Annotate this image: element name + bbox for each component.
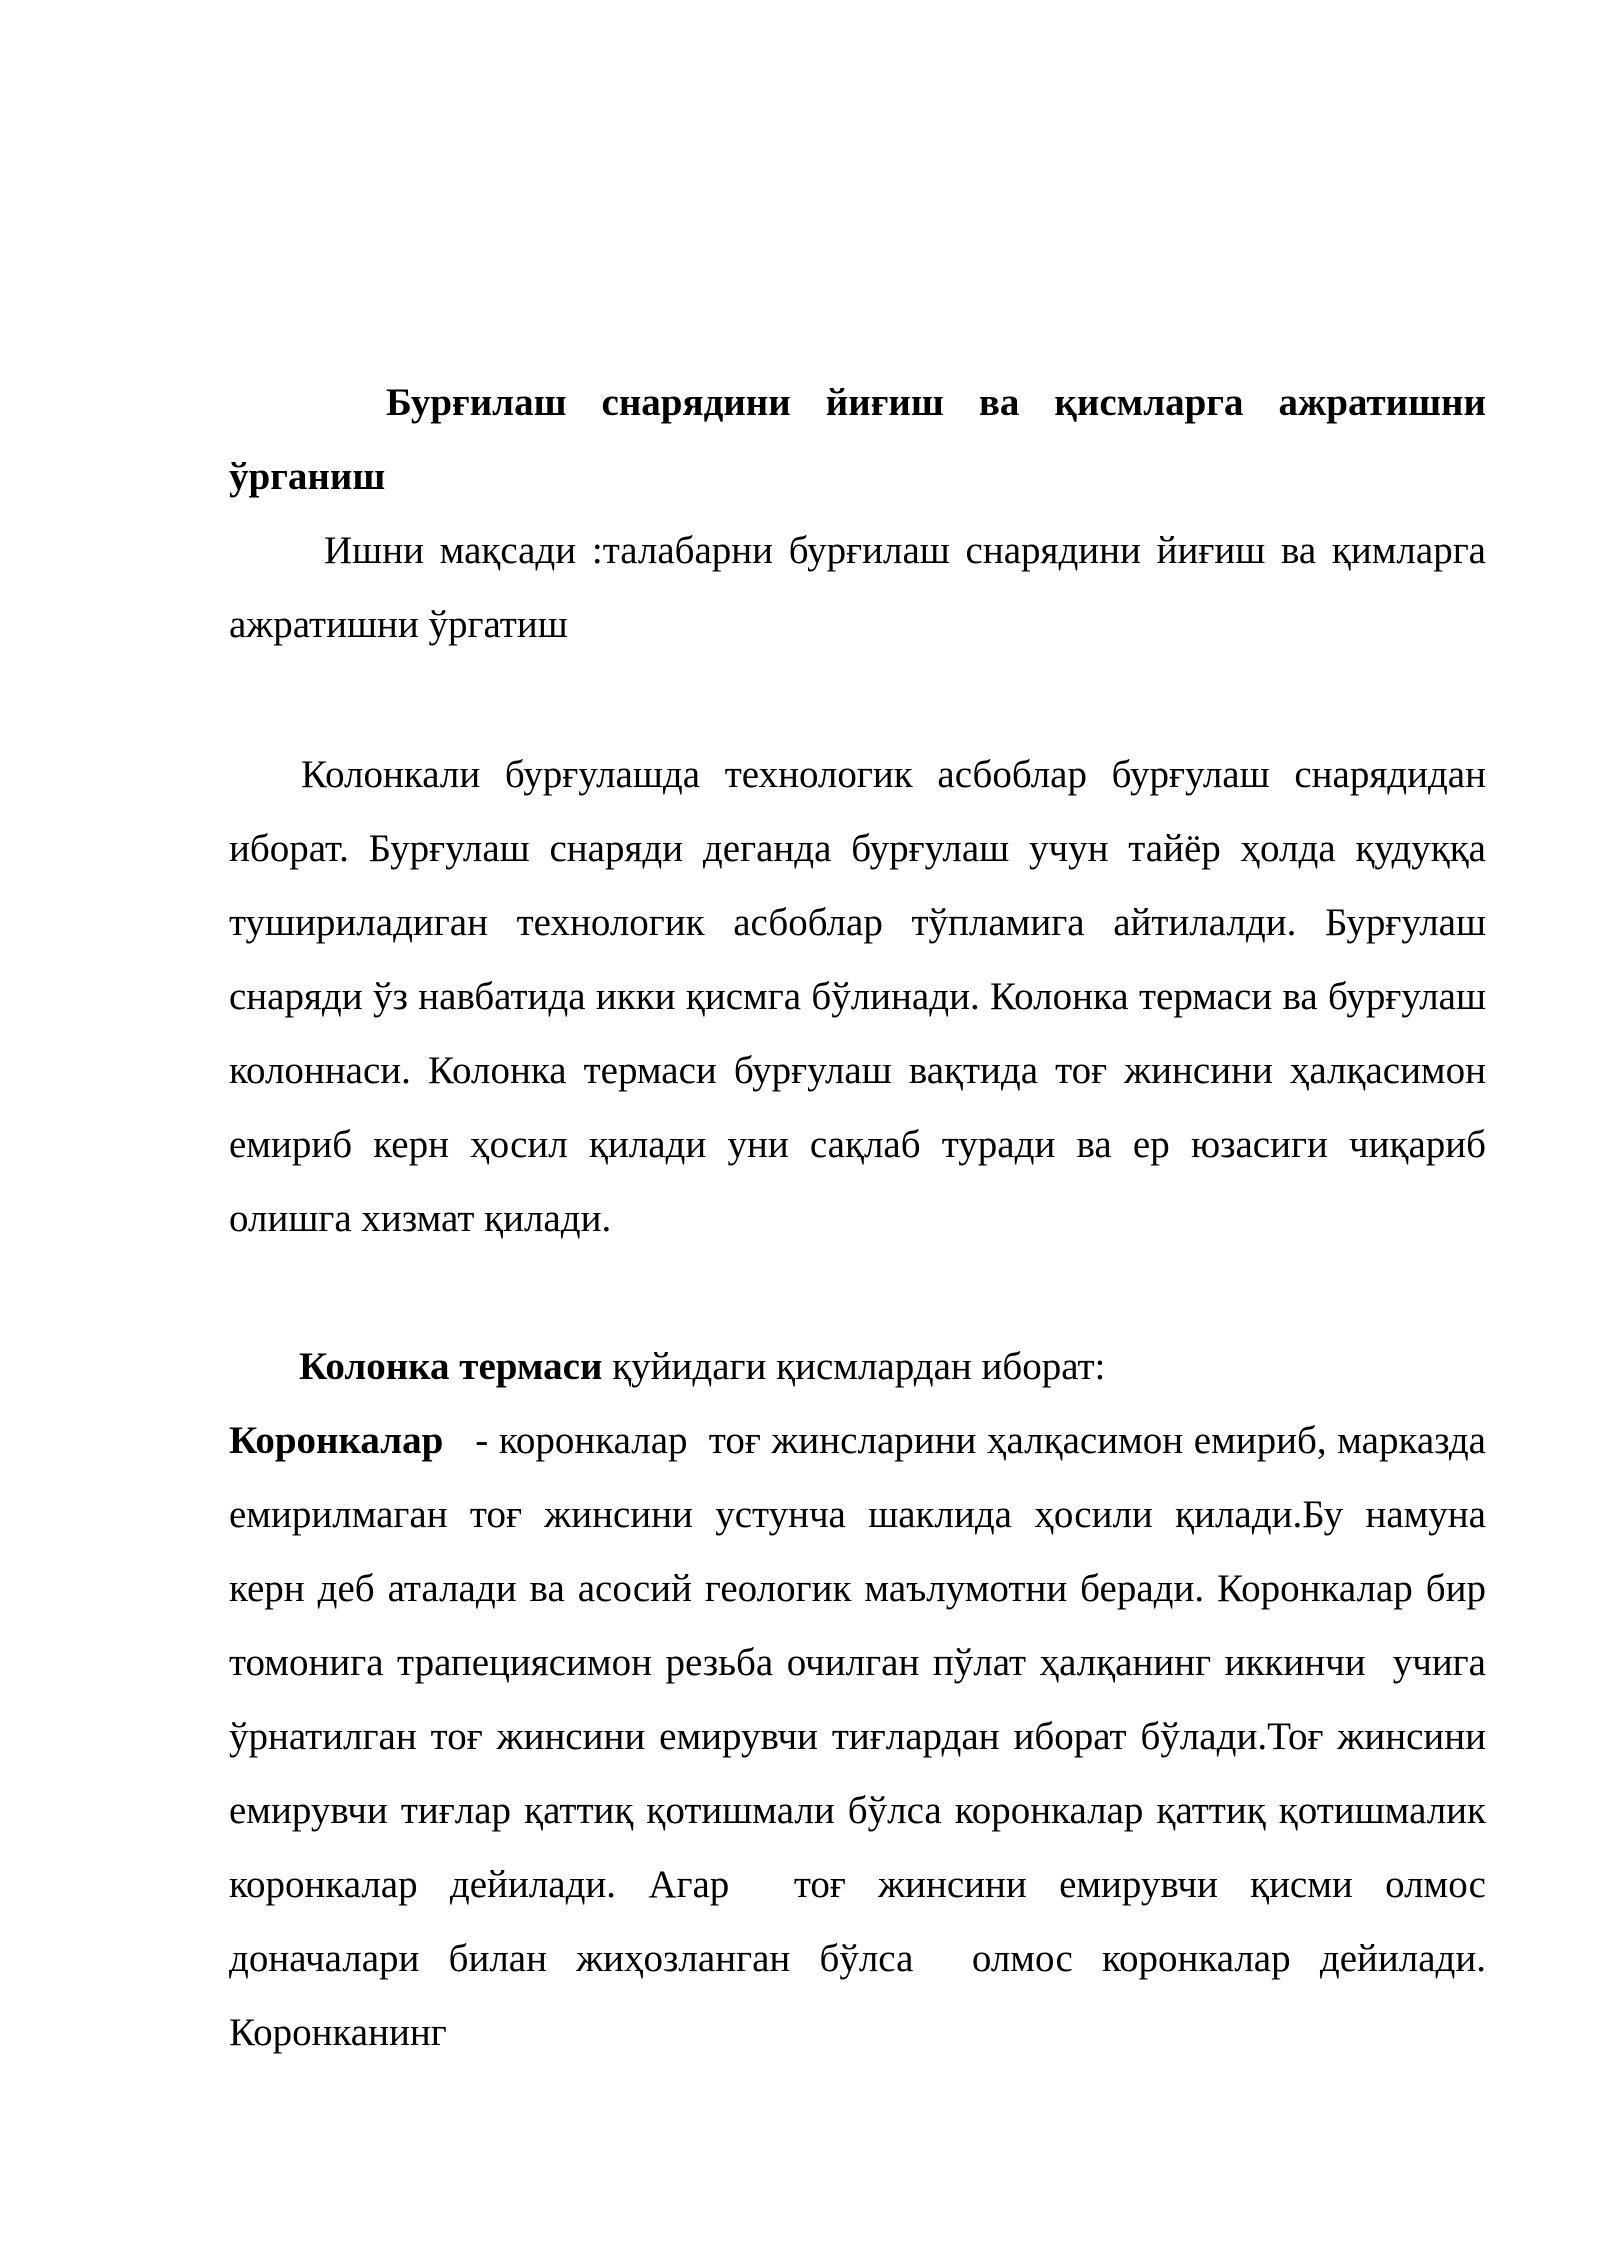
document-title: Бурғилаш снарядини йиғиш ва қисмларга ажратишни ўрганиш (229, 381, 1486, 498)
intro-paragraph: Колонкали бурғулашда технологик асбоблар бурғулаш снарядидан иборат. Бурғулаш снаряди деганда бурғулаш учун тайёр ҳолда қудуққа тушириладиган технологик асбоблар тўпламига айтилалди. Бурғулаш снаряди ўз навбатида икки қисмга бўлинади. Колонка термаси ва бурғулаш колоннаси. Колонка термаси бурғулаш вақтида тоғ жинсини ҳалқасимон емириб керн ҳосил қилади уни сақлаб туради ва ер юзасиги чиқариб олишга хизмат қилади. (229, 753, 1486, 1240)
goal-paragraph: Ишни мақсади :талабарни бурғилаш снарядини йиғиш ва қимларга ажратишни ўргатиш (229, 529, 1486, 646)
koronka-term: Коронкалар (229, 1419, 444, 1462)
section-heading-term: Колонка термаси (299, 1345, 603, 1388)
section-heading-paragraph (229, 1330, 1486, 1404)
section-heading-text: қуйидаги қисмлардан иборат: (602, 1345, 1106, 1388)
koronka-paragraph (229, 1404, 1506, 2070)
koronka-text: - коронкалар тоғ жинсларини ҳалқасимон емириб, марказда емирилмаган тоғ жинсини устунча шаклида ҳосили қилади.Бу намуна керн деб аталади ва асосий геологик маълумотни беради. Коронкалар бир томонига трапециясимон резьба очилган пўлат ҳалқанинг иккинчи учига ўрнатилган тоғ жинсини емирувчи тиғлардан иборат бўлади.Тоғ жинсини емирувчи тиғлар қаттиқ қотишмали бўлса коронкалар қаттиқ қотишмалик коронкалар дейилади. Агар тоғ жинсини емирувчи қисми олмос доначалари билан жиҳозланган бўлса олмос коронкалар дейилади. Коронканинг (229, 1419, 1506, 2054)
